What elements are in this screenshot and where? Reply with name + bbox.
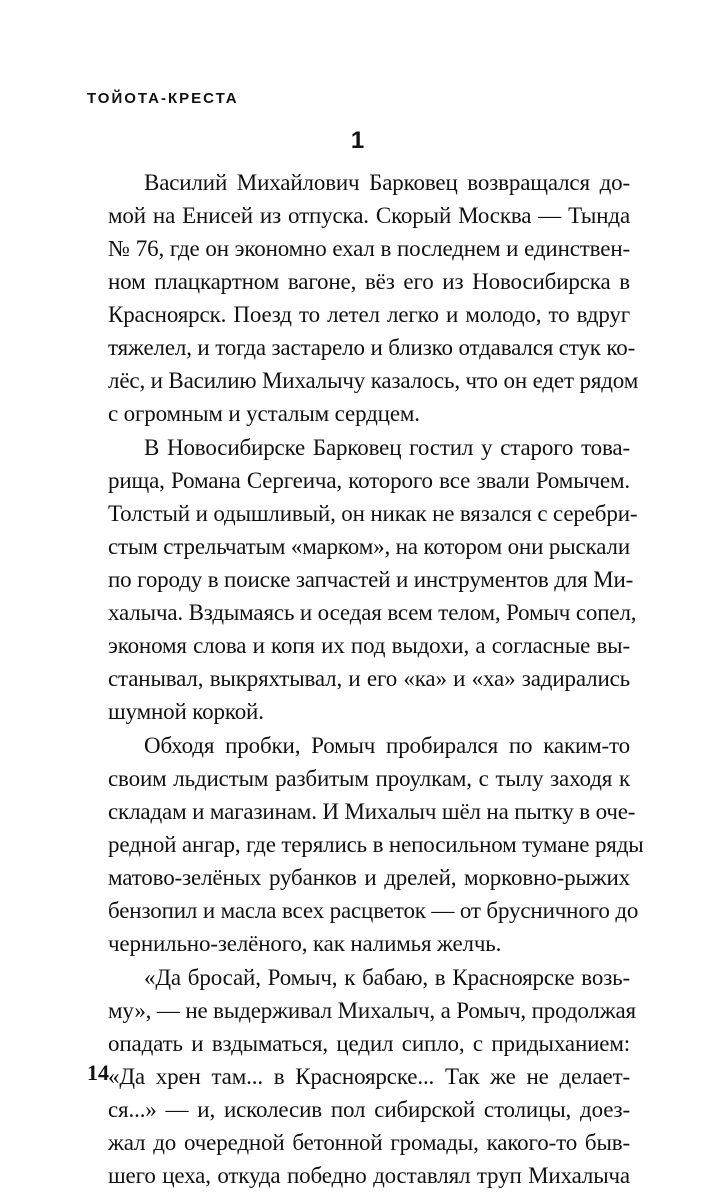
text-line: «Да хрен там... в Красноярске... Так же не делает- — [108, 1064, 630, 1089]
text-line: матово-зелёных рубанков и дрелей, морковно-рыжих — [108, 865, 630, 890]
chapter-number: 1 — [350, 127, 365, 154]
text-line: рища, Романа Сергеича, которого все звали Ромычем. — [108, 468, 630, 493]
text-line: му», — не выдерживал Михалыч, а Ромыч, продолжая — [108, 998, 636, 1023]
text-line: жал до очередной бетонной громады, какого-то быв- — [108, 1130, 630, 1155]
paragraph-3 — [108, 729, 644, 960]
text-line: Толстый и одышливый, он никак не вязался с серебри- — [108, 501, 638, 526]
text-line: тяжелел, и тогда застарело и близко отдавался стук ко- — [108, 335, 636, 360]
text-line: Красноярск. Поезд то летел легко и молодо, то вдруг — [108, 302, 630, 327]
text-line: Обходя пробки, Ромыч пробирался по каким-то — [144, 733, 630, 758]
text-line: «Да бросай, Ромыч, к бабаю, в Красноярске возь- — [144, 965, 630, 990]
text-line: Василий Михайлович Барковец возвращался до- — [144, 170, 630, 195]
text-line: своим льдистым разбитым проулкам, с тылу заходя к — [108, 766, 630, 791]
text-line: мой на Енисей из отпуска. Скорый Москва — Тында — [108, 203, 630, 228]
text-line: лёс, и Василию Михалычу казалось, что он едет рядом — [108, 368, 639, 393]
text-line: халыча. Вздымаясь и оседая всем телом, Ромыч сопел, — [108, 600, 637, 625]
text-line: ном плацкартном вагоне, вёз его из Новосибирска в — [108, 269, 630, 294]
text-line: редной ангар, где терялись в непосильном тумане ряды — [108, 832, 644, 857]
text-line: № 76, где он экономно ехал в последнем и единствен- — [108, 236, 630, 261]
page-number: 14 — [87, 1060, 109, 1085]
text-line: опадать и вздыматься, цедил сипло, с придыханием: — [108, 1031, 630, 1056]
text-line: ся...» — и, исколесив пол сибирской столицы, доез- — [108, 1097, 630, 1122]
body-text — [108, 166, 644, 1192]
text-line: стым стрельчатым «марком», на котором они рыскали — [108, 534, 630, 559]
text-line: по городу в поиске запчастей и инструментов для Ми- — [108, 567, 634, 592]
running-head: ТОЙОТА-КРЕСТА — [87, 90, 239, 107]
text-line: В Новосибирске Барковец гостил у старого това- — [144, 435, 630, 460]
paragraph-2 — [108, 431, 638, 728]
text-line: экономя слова и копя их под выдохи, а согласные вы- — [108, 633, 630, 658]
text-line: складам и магазинам. И Михалыч шёл на пытку в оче- — [108, 799, 636, 824]
text-line: бензопил и масла всех расцветок — от брусничного до — [108, 898, 639, 923]
paragraph-4 — [108, 961, 636, 1192]
text-line: шумной коркой. — [108, 699, 264, 724]
paragraph-1 — [108, 166, 639, 430]
text-line: чернильно-зелёного, как налимья желчь. — [108, 931, 502, 956]
text-line: станывал, выкряхтывал, и его «ка» и «ха» задирались — [108, 666, 630, 691]
text-line: с огромным и усталым сердцем. — [108, 401, 420, 426]
text-line: шего цеха, откуда победно доставлял труп Михалыча — [108, 1163, 630, 1188]
